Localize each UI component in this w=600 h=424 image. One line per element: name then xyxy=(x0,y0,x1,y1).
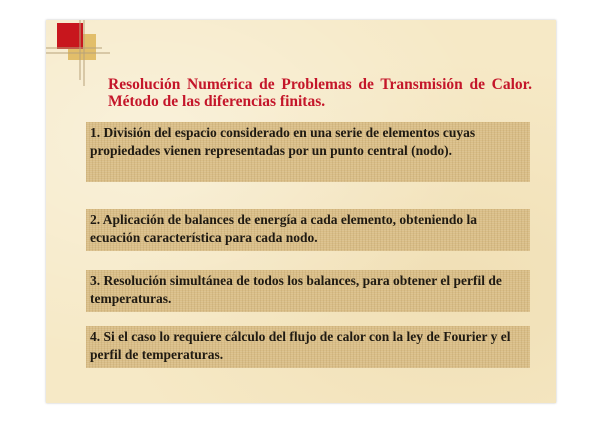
step-box-2: 2. Aplicación de balances de energía a cada elemento, obteniendo la ecuación característica para cada nodo. xyxy=(86,209,530,251)
slide xyxy=(46,20,556,403)
step-box-3: 3. Resolución simultánea de todos los balances, para obtener el perfil de temperaturas. xyxy=(86,270,530,312)
decorative-squares-icon xyxy=(46,20,116,90)
step-box-1: 1. División del espacio considerado en una serie de elementos cuyas propiedades vienen representadas por un punto central (nodo). xyxy=(86,122,530,182)
step-box-4: 4. Si el caso lo requiere cálculo del flujo de calor con la ley de Fourier y el perfil de temperaturas. xyxy=(86,326,530,368)
slide-title: Resolución Numérica de Problemas de Transmisión de Calor. Método de las diferencias finitas. xyxy=(108,76,532,110)
